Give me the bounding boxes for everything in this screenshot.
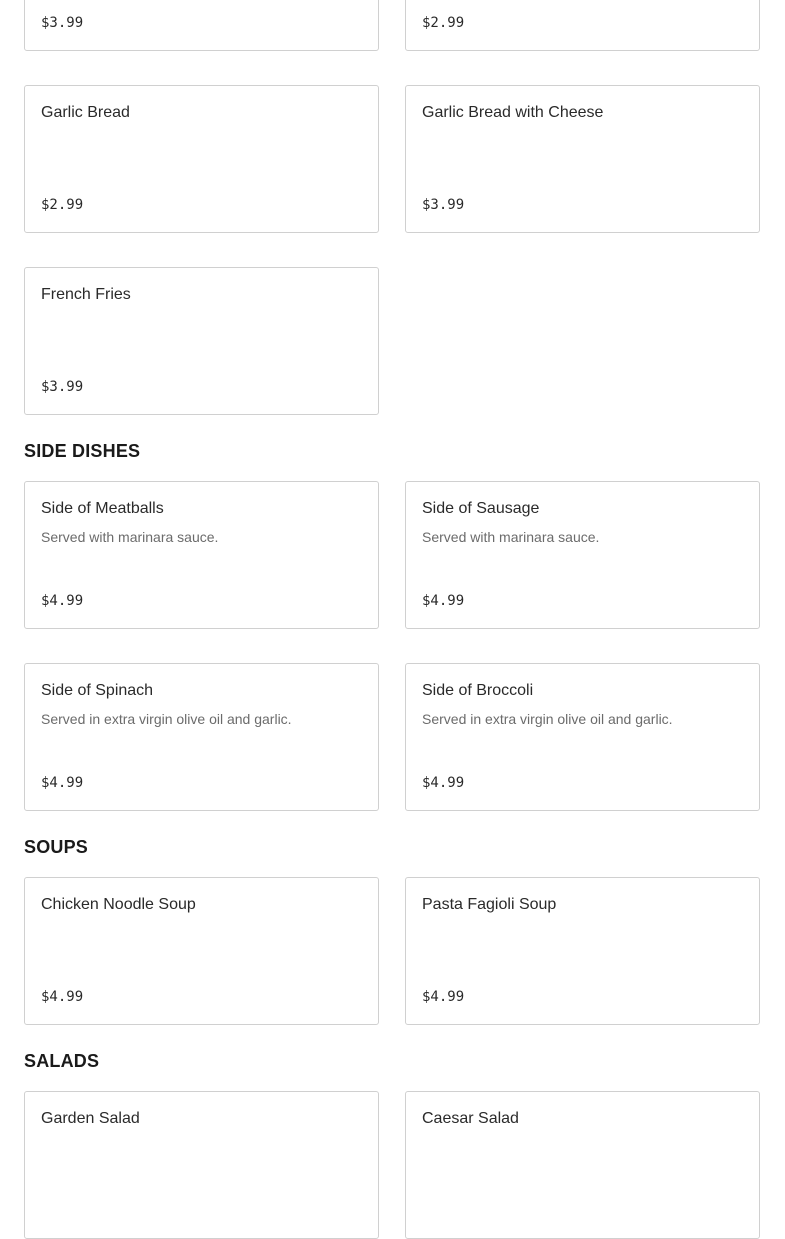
- menu-item-name: Side of Meatballs: [41, 500, 164, 517]
- menu-item-card[interactable]: [24, 267, 379, 415]
- menu-item-name: Side of Broccoli: [422, 682, 534, 699]
- menu-item-name: Garden Salad: [41, 1110, 140, 1127]
- menu-item-description: Served with marinara sauce.: [422, 529, 600, 545]
- section-title-salads: SALADS: [24, 1051, 100, 1071]
- menu-item-card[interactable]: [405, 481, 760, 629]
- menu-item-card[interactable]: [405, 0, 760, 51]
- menu-item-name: Chicken Noodle Soup: [41, 896, 196, 913]
- menu-item-name: Caesar Salad: [422, 1110, 519, 1127]
- menu-item-price: $4.99: [422, 989, 465, 1005]
- menu-item-name: Garlic Bread with Cheese: [422, 104, 604, 121]
- section-title-side-dishes: SIDE DISHES: [24, 441, 141, 461]
- menu-item-price: $2.99: [41, 197, 84, 213]
- menu-item-price: $3.99: [41, 379, 84, 395]
- menu-item-price: $4.99: [422, 593, 465, 609]
- menu-item-card[interactable]: [24, 663, 379, 811]
- menu-item-card[interactable]: [405, 1091, 760, 1239]
- menu-item-description: Served in extra virgin olive oil and garlic.: [422, 711, 673, 727]
- menu-item-price: $4.99: [422, 775, 465, 791]
- menu-item-price: $4.99: [41, 593, 84, 609]
- menu-item-name: Pasta Fagioli Soup: [422, 896, 557, 913]
- menu-item-card[interactable]: [24, 0, 379, 51]
- section-title-soups: SOUPS: [24, 837, 89, 857]
- menu-item-price: $3.99: [41, 15, 84, 31]
- menu-item-card[interactable]: [24, 85, 379, 233]
- menu-item-description: Served in extra virgin olive oil and garlic.: [41, 711, 292, 727]
- menu-item-name: Side of Sausage: [422, 500, 540, 517]
- menu-item-card[interactable]: [405, 663, 760, 811]
- menu-item-card[interactable]: [24, 877, 379, 1025]
- menu-item-price: $4.99: [41, 775, 84, 791]
- menu-item-price: $3.99: [422, 197, 465, 213]
- menu-item-price: $4.99: [41, 989, 84, 1005]
- menu-item-card[interactable]: [24, 1091, 379, 1239]
- menu-item-name: French Fries: [41, 286, 131, 303]
- menu-item-card[interactable]: [24, 481, 379, 629]
- menu-item-name: Garlic Bread: [41, 104, 130, 121]
- menu-item-description: Served with marinara sauce.: [41, 529, 219, 545]
- menu-item-name: Side of Spinach: [41, 682, 154, 699]
- menu-item-card[interactable]: [405, 85, 760, 233]
- menu-item-price: $2.99: [422, 15, 465, 31]
- menu-item-card[interactable]: [405, 877, 760, 1025]
